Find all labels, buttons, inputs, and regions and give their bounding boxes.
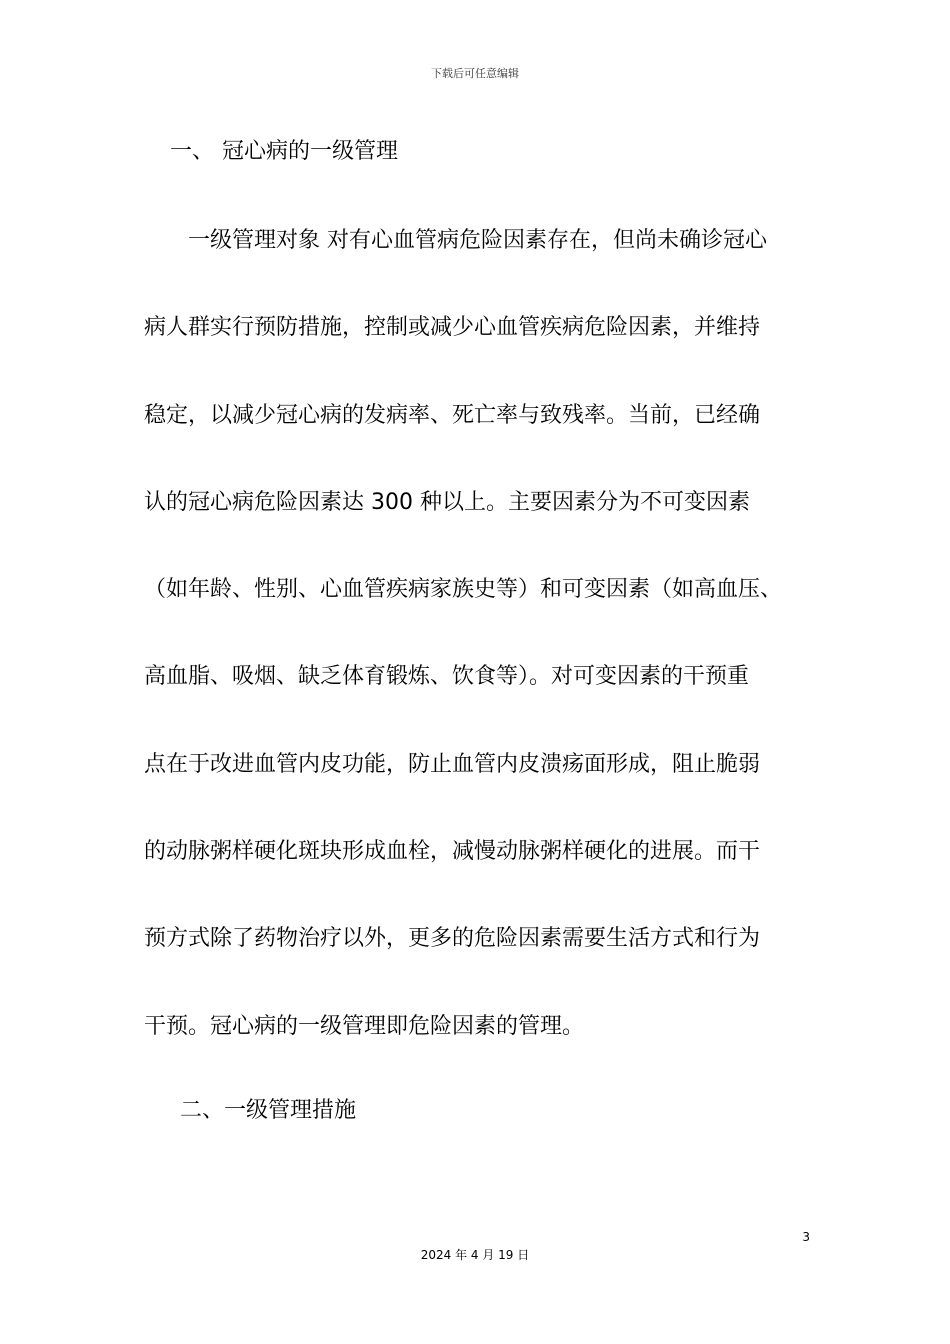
body-line: 认的冠心病危险因素达 300 种以上。主要因素分为不可变因素 (144, 489, 750, 515)
body-line: 病人群实行预防措施，控制或减少心血管疾病危险因素，并维持 (144, 315, 761, 341)
footer-date: 2024 年 4 月 19 日 (420, 1248, 530, 1262)
body-line: 预方式除了药物治疗以外，更多的危险因素需要生活方式和行为 (144, 926, 761, 952)
body-line: 稳定，以减少冠心病的发病率、死亡率与致残率。当前，已经确 (144, 402, 761, 428)
body-line: 干预。冠心病的一级管理即危险因素的管理。 (144, 1013, 585, 1039)
body-line: 一级管理对象 对有心血管病危险因素存在，但尚未确诊冠心 (188, 228, 767, 253)
body-line: 点在于改进血管内皮功能，防止血管内皮溃疡面形成，阻止脆弱 (144, 751, 761, 777)
section-heading-2: 二、一级管理措施 (180, 1098, 357, 1123)
body-line: （如年龄、性别、心血管疾病家族史等）和可变因素（如高血压、 (144, 577, 783, 603)
page-header: 下载后可任意编辑 (431, 67, 519, 80)
body-line: 高血脂、吸烟、缺乏体育锻炼、饮食等）。对可变因素的干预重 (144, 664, 750, 690)
section-heading-1 (170, 137, 398, 167)
page-number: 3 (802, 1230, 810, 1244)
body-line: 的动脉粥样硬化斑块形成血栓，减慢动脉粥样硬化的进展。而干 (144, 839, 761, 865)
section-number: 一、 (170, 139, 215, 164)
section-title: 冠心病的一级管理 (222, 139, 399, 164)
body-paragraph (144, 210, 824, 1083)
